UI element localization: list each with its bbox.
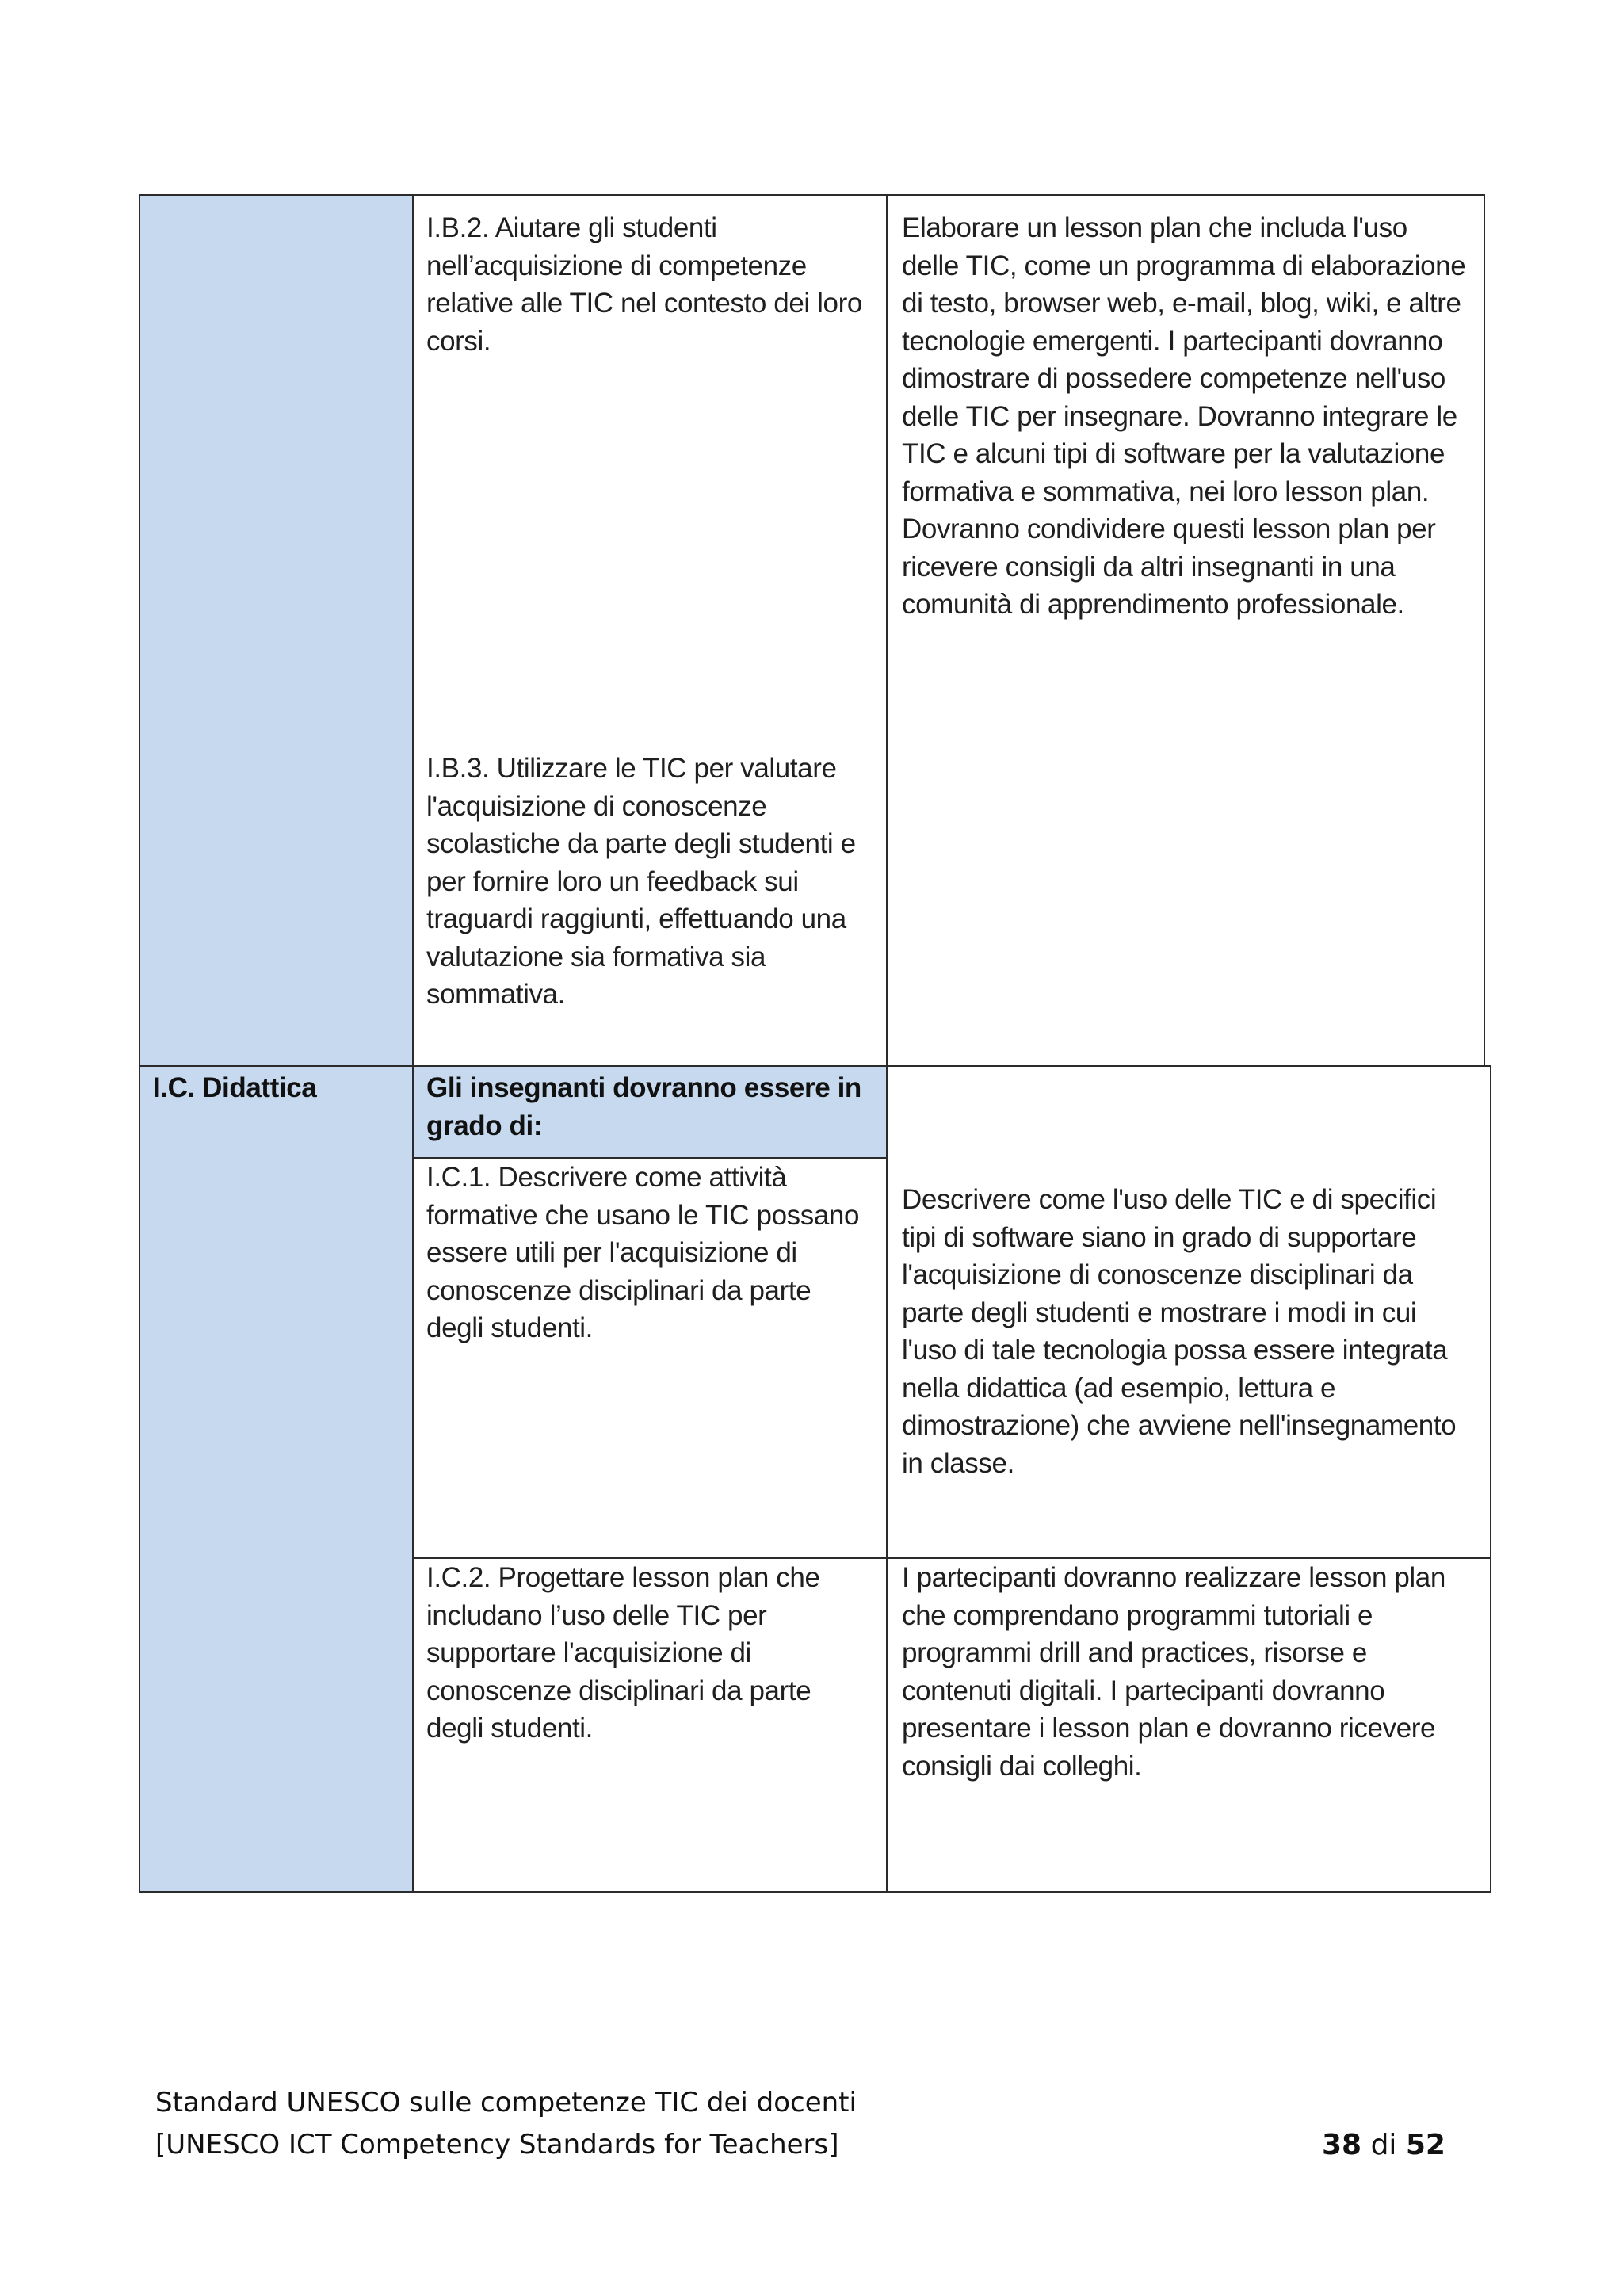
- ic1-competency-text: I.C.1. Descrivere come attività formative che usano le TIC possano essere utili per l'acquisizione di conoscenze disciplinari da parte degli studenti.: [426, 1162, 860, 1343]
- page-total: 52: [1405, 2129, 1445, 2161]
- page-number: [1322, 2129, 1445, 2161]
- ic2-activity-text: I partecipanti dovranno realizzare lesson plan che comprendano programmi tutoriali e programmi drill and practices, risorse e contenuti digitali. I partecipanti dovranno presentare i lesson plan e dovranno ricevere consigli dai colleghi.: [902, 1562, 1445, 1782]
- ib3-competency-text: I.B.3. Utilizzare le TIC per valutare l'acquisizione di conoscenze scolastiche da parte degli studenti e per fornire loro un feedback sui traguardi raggiunti, effettuando una valutazione sia formativa sia sommativa.: [426, 753, 856, 1010]
- ic2-competency-text: I.C.2. Progettare lesson plan che includano l’uso delle TIC per supportare l'acquisizione di conoscenze disciplinari da parte degli studenti.: [426, 1562, 820, 1744]
- page-current: 38: [1322, 2129, 1362, 2161]
- page-separator: di: [1370, 2129, 1397, 2161]
- ic-header-text: Gli insegnanti dovranno essere in grado di:: [426, 1072, 861, 1141]
- footer-title-en: [UNESCO ICT Competency Standards for Teachers]: [155, 2129, 839, 2160]
- ib2-competency-text: I.B.2. Aiutare gli studenti nell’acquisizione di competenze relative alle TIC nel contesto dei loro corsi.: [426, 212, 862, 357]
- ic-label-cell: [139, 1065, 414, 1893]
- footer-title-it: Standard UNESCO sulle competenze TIC dei docenti: [155, 2087, 857, 2118]
- ib-label-cell: [139, 194, 414, 1067]
- ic-section-label: I.C. Didattica: [153, 1072, 317, 1103]
- ic1-activity-text: Descrivere come l'uso delle TIC e di specifici tipi di software siano in grado di supportare l'acquisizione di conoscenze disciplinari da parte degli studenti e mostrare i modi in cui l'uso di tale tecnologia possa essere integrata nella didattica (ad esempio, lettura e dimostrazione) che avviene nell'insegnamento in classe.: [902, 1184, 1457, 1479]
- ib2-activity-text: Elaborare un lesson plan che includa l'uso delle TIC, come un programma di elaborazione di testo, browser web, e-mail, blog, wiki, e altre tecnologie emergenti. I partecipanti dovranno dimostrare di possedere competenze nell'uso delle TIC per insegnare. Dovranno integrare le TIC e alcuni tipi di software per la valutazione formativa e sommativa, nei loro lesson plan. Dovranno condividere questi lesson plan per ricevere consigli da altri insegnanti in una comunità di apprendimento professionale.: [902, 212, 1466, 620]
